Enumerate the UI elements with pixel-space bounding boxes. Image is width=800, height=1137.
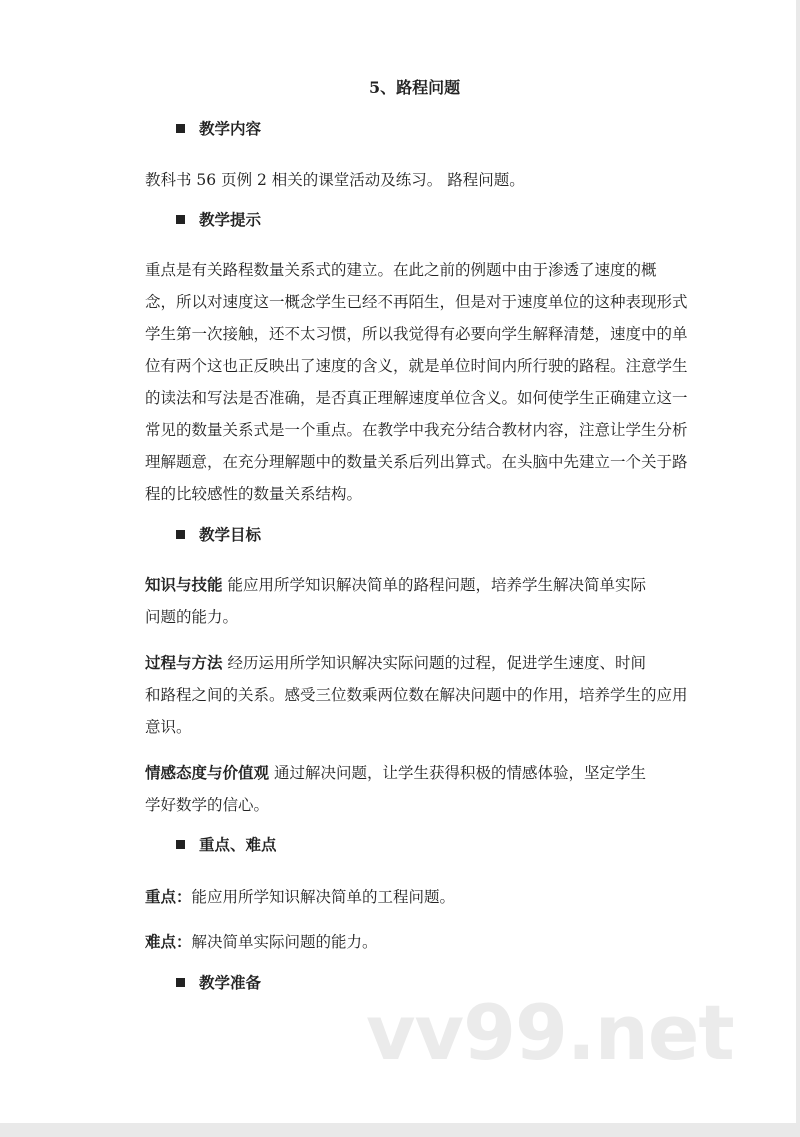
heading-hint [176,210,261,230]
hint-line: 的读法和写法是否准确，是否真正理解速度单位含义。如何使学生正确建立这一 [145,389,688,407]
square-bullet-icon [176,840,185,849]
hint-line: 程的比较感性的数量关系结构。 [145,485,363,503]
key-label: 重点： [145,887,192,906]
goal-label: 知识与技能 [145,575,223,594]
square-bullet-icon [176,215,185,224]
square-bullet-icon [176,530,185,539]
goal-line: 意识。 [145,718,192,736]
heading-label: 教学提示 [199,210,262,229]
goal-line: 和路程之间的关系。感受三位数乘两位数在解决问题中的作用，培养学生的应用 [145,686,688,704]
hint-line: 常见的数量关系式是一个重点。在教学中我充分结合教材内容，注意让学生分析 [145,421,688,439]
heading-goals [176,525,261,545]
goal-line: 问题的能力。 [145,608,239,626]
square-bullet-icon [176,124,185,133]
watermark: vv99.net [366,988,734,1077]
goal-text: 能应用所学知识解决简单的路程问题，培养学生解决简单实际 [222,576,646,594]
heading-preparation [176,973,261,993]
hint-line: 位有两个这也正反映出了速度的含义，就是单位时间内所行驶的路程。注意学生 [145,357,688,375]
hint-line: 理解题意，在充分理解题中的数量关系后列出算式。在头脑中先建立一个关于路 [145,453,688,471]
heading-key-points [176,835,277,855]
difficulty-text: 解决简单实际问题的能力。 [191,933,378,951]
square-bullet-icon [176,978,185,987]
heading-label: 教学准备 [199,973,262,992]
heading-label: 教学内容 [199,119,262,138]
key-point [145,887,455,907]
goal-text: 通过解决问题，让学生获得积极的情感体验，坚定学生 [269,764,646,782]
key-text: 能应用所学知识解决简单的工程问题。 [191,888,456,906]
hint-line: 念，所以对速度这一概念学生已经不再陌生，但是对于速度单位的这种表现形式 [145,293,688,311]
goal-line [145,653,646,673]
goal-text: 经历运用所学知识解决实际问题的过程，促进学生速度、时间 [222,654,646,672]
content-text: 教科书 56 页例 2 相关的课堂活动及练习。 路程问题。 [145,171,525,189]
difficulty-label: 难点： [145,932,192,951]
goal-line [145,763,646,783]
heading-content [176,119,261,139]
goal-line: 学好数学的信心。 [145,796,270,814]
difficulty-point [145,932,378,952]
heading-label: 重点、难点 [199,835,277,854]
heading-label: 教学目标 [199,525,262,544]
hint-line: 重点是有关路程数量关系式的建立。在此之前的例题中由于渗透了速度的概 [145,261,657,279]
page-title: 5、路程问题 [369,78,461,97]
goal-label: 过程与方法 [145,653,223,672]
goal-line [145,575,646,595]
hint-line: 学生第一次接触，还不太习惯，所以我觉得有必要向学生解释清楚，速度中的单 [145,325,688,343]
goal-label: 情感态度与价值观 [145,763,270,782]
